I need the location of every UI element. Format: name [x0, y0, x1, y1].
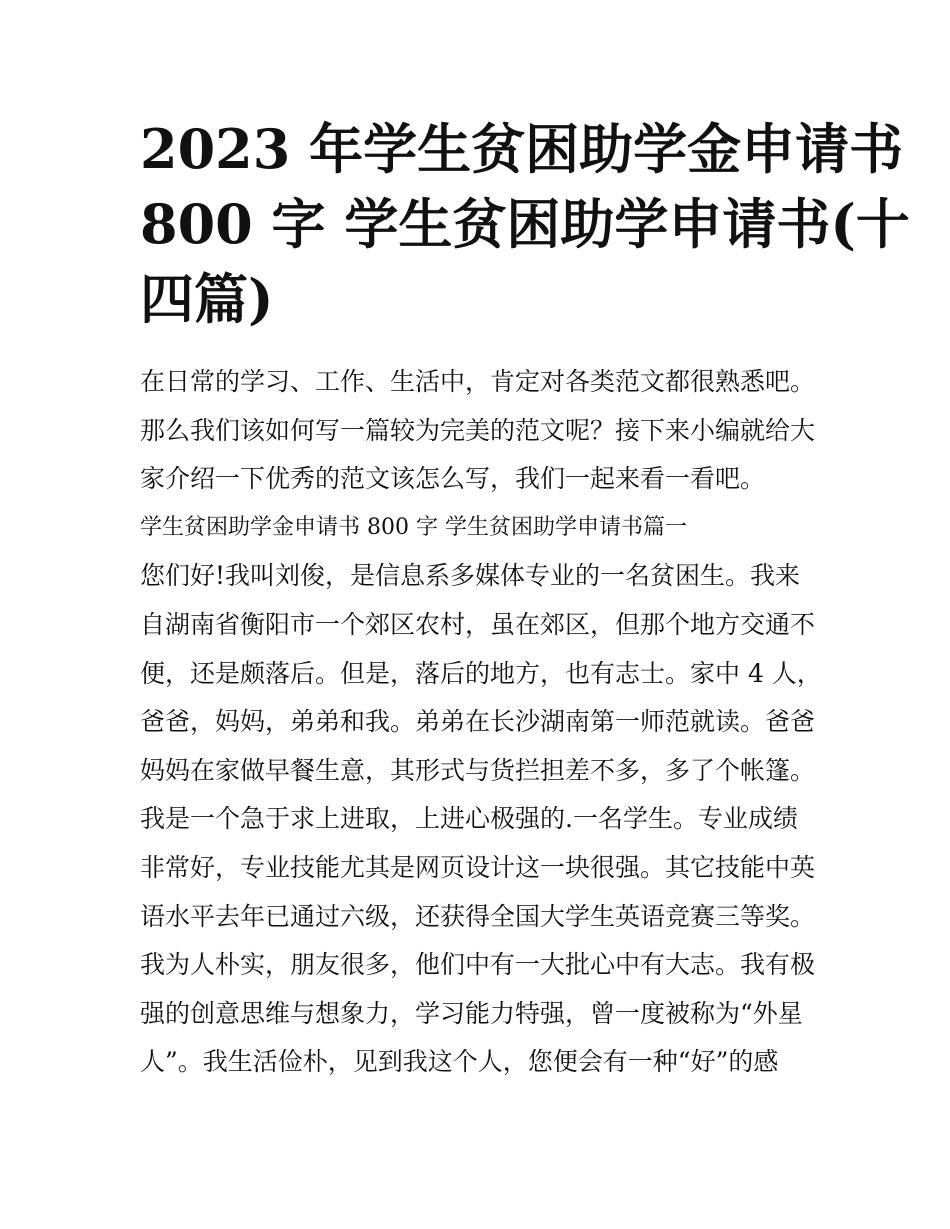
body-line: 自湖南省衡阳市一个郊区农村，虽在郊区，但那个地方交通不 — [140, 609, 816, 639]
body-line: 爸爸，妈妈，弟弟和我。弟弟在长沙湖南第一师范就读。爸爸 — [140, 707, 816, 737]
body-line: 家介绍一下优秀的范文该怎么写，我们一起来看一看吧。 — [140, 464, 766, 494]
body-line: 语水平去年已通过六级，还获得全国大学生英语竞赛三等奖。 — [140, 901, 816, 931]
body-line: 我是一个急于求上进取，上进心极强的.一名学生。专业成绩 — [140, 804, 798, 834]
body-line: 妈妈在家做早餐生意，其形式与货拦担差不多，多了个帐篷。 — [140, 755, 816, 785]
body-line: 那么我们该如何写一篇较为完美的范文呢？接下来小编就给大 — [140, 415, 816, 445]
body-line: 我为人朴实，朋友很多，他们中有一大批心中有大志。我有极 — [140, 950, 816, 980]
body-line: 强的创意思维与想象力，学习能力特强，曾一度被称为“外星 — [140, 998, 803, 1028]
body-line: 非常好，专业技能尤其是网页设计这一块很强。其它技能中英 — [140, 852, 816, 882]
body-line: 便，还是颇落后。但是，落后的地方，也有志士。家中 4 人， — [140, 658, 822, 688]
title-line: 2023 年学生贫困助学金申请书 — [140, 117, 904, 181]
body-line: 您们好!我叫刘俊，是信息系多媒体专业的一名贫困生。我来 — [140, 561, 801, 591]
document-title — [140, 112, 910, 337]
title-line: 四篇) — [140, 267, 274, 331]
section-heading: 学生贫困助学金申请书 800 字 学生贫困助学申请书篇一 — [140, 514, 687, 540]
body-line: 在日常的学习、工作、生活中，肯定对各类范文都很熟悉吧。 — [140, 367, 816, 396]
body-line: 人”。我生活俭朴，见到我这个人，您便会有一种“好”的感 — [140, 1047, 779, 1077]
title-line: 800 字 学生贫困助学申请书(十 — [140, 192, 910, 256]
document-body — [140, 358, 830, 1087]
